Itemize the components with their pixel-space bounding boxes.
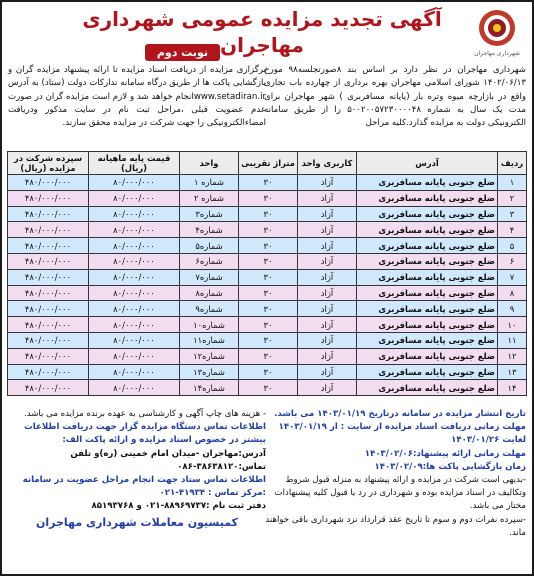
cell-unit: شماره۷ xyxy=(180,269,239,285)
cell-usage: آزاد xyxy=(298,269,357,285)
setad-contact: اطلاعات تماس ستاد جهت انجام مراحل عضویت در سامانه :مرکز تماس : ۴۱۹۳۴-۰۲۱ xyxy=(22,475,266,499)
col-header-unit: واحد xyxy=(180,152,239,175)
cell-row-number: ۱۱ xyxy=(498,332,527,348)
cell-unit: شماره۱۰ xyxy=(180,317,239,333)
cell-unit: شماره۸ xyxy=(180,285,239,301)
cell-usage: آزاد xyxy=(298,332,357,348)
table-row xyxy=(8,348,527,364)
cell-address: ضلع جنوبی پایانه مسافربری xyxy=(357,364,498,380)
cell-deposit: ۴۸۰/۰۰۰/۰۰۰ xyxy=(8,380,89,396)
cell-unit: شماره۵ xyxy=(180,238,239,254)
cell-address: ضلع جنوبی پایانه مسافربری xyxy=(357,190,498,206)
table-row xyxy=(8,269,527,285)
cell-area: ۳۰ xyxy=(239,380,298,396)
col-header-base-price: قیمت پایه ماهیانه (ریال) xyxy=(89,152,180,175)
cell-area: ۳۰ xyxy=(239,206,298,222)
cell-row-number: ۲ xyxy=(498,190,527,206)
note-conditions: -بدیهی است شرکت در مزایده و ارائه پیشنهاد به منزله قبول شروط وتکالیف در اسناد مزایده بوده و شهرداری در رد یا قبول کلیه پیشنهادات مختار می باشد. xyxy=(274,475,526,512)
cell-unit: شماره ۲ xyxy=(180,190,239,206)
col-header-row-number: ردیف xyxy=(498,152,527,175)
table-row xyxy=(8,332,527,348)
cell-usage: آزاد xyxy=(298,206,357,222)
cell-address: ضلع جنوبی پایانه مسافربری xyxy=(357,317,498,333)
cell-usage: آزاد xyxy=(298,253,357,269)
table-row xyxy=(8,222,527,238)
cell-address: ضلع جنوبی پایانه مسافربری xyxy=(357,332,498,348)
cell-row-number: ۱ xyxy=(498,175,527,191)
cell-base-price: ۸۰/۰۰۰/۰۰۰ xyxy=(89,317,180,333)
cell-address: ضلع جنوبی پایانه مسافربری xyxy=(357,238,498,254)
cell-area: ۳۰ xyxy=(239,175,298,191)
contact-info-heading: اطلاعات تماس دستگاه مزایده گزار جهت دریافت اطلاعات بیشتر در خصوص اسناد مزایده و ارائه پاکت الف: xyxy=(24,422,266,446)
cell-usage: آزاد xyxy=(298,238,357,254)
cell-base-price: ۸۰/۰۰۰/۰۰۰ xyxy=(89,301,180,317)
cell-area: ۳۰ xyxy=(239,348,298,364)
table-header-row xyxy=(8,152,527,175)
table-row xyxy=(8,253,527,269)
cell-base-price: ۸۰/۰۰۰/۰۰۰ xyxy=(89,175,180,191)
cell-unit: شماره۹ xyxy=(180,301,239,317)
cell-address: ضلع جنوبی پایانه مسافربری xyxy=(357,348,498,364)
schedule-section xyxy=(264,408,526,540)
auction-lots-table xyxy=(7,151,527,396)
table-row xyxy=(8,238,527,254)
cell-deposit: ۴۸۰/۰۰۰/۰۰۰ xyxy=(8,348,89,364)
cell-row-number: ۸ xyxy=(498,285,527,301)
cell-address: ضلع جنوبی پایانه مسافربری xyxy=(357,175,498,191)
cell-area: ۳۰ xyxy=(239,317,298,333)
cell-unit: شماره۱۱ xyxy=(180,332,239,348)
note-deposits: -سپرده نفرات دوم و سوم تا تاریخ عقد قرارداد نزد شهرداری باقی خواهند ماند. xyxy=(265,514,526,538)
cell-area: ۳۰ xyxy=(239,285,298,301)
cell-deposit: ۴۸۰/۰۰۰/۰۰۰ xyxy=(8,222,89,238)
documents-deadline: مهلت زمانی دریافت اسناد مزایده از سایت : از ۱۴۰۳/۰۱/۱۹ لغایت ۱۴۰۳/۰۱/۲۶ xyxy=(278,422,526,446)
cell-base-price: ۸۰/۰۰۰/۰۰۰ xyxy=(89,253,180,269)
cell-area: ۳۰ xyxy=(239,332,298,348)
table-body xyxy=(8,175,527,396)
cell-unit: شماره۱۲ xyxy=(180,348,239,364)
cell-unit: شماره۱۴ xyxy=(180,380,239,396)
table-row xyxy=(8,285,527,301)
table-row xyxy=(8,206,527,222)
logo-text: شهرداری مهاجران xyxy=(474,50,520,57)
cell-row-number: ۱۳ xyxy=(498,364,527,380)
cell-area: ۳۰ xyxy=(239,238,298,254)
cell-unit: شماره۴ xyxy=(180,222,239,238)
intro-paragraph-1: شهرداری مهاجران در نظر دارد بر اساس بند ۸صورتجلسه۹۸ مورخ ۱۴۰۲/۰۶/۱۳ شورای اسلامی مهاجران بهره برداری از چهارده باب تجاری واقع در بازارچه میوه وتره بار (پایانه مسافربری ) شهر مهاجران برای مدت یک سال به شماره ۵۰۰۲۰۰۵۷۲۳۰۰۰۰۴۸ را از طریق سامانه الکترونیکی دولت به مزایده گذارد.کلیه مراحل xyxy=(264,65,526,129)
col-header-usage: کاربری واحد xyxy=(298,152,357,175)
cell-deposit: ۴۸۰/۰۰۰/۰۰۰ xyxy=(8,206,89,222)
cell-address: ضلع جنوبی پایانه مسافربری xyxy=(357,380,498,396)
opening-date: زمان بازگشایی پاکت ها:۱۴۰۳/۰۲/۰۹ xyxy=(374,461,526,472)
round-badge: نوبت دوم xyxy=(145,44,220,61)
cell-row-number: ۵ xyxy=(498,238,527,254)
cell-area: ۳۰ xyxy=(239,190,298,206)
cell-address: ضلع جنوبی پایانه مسافربری xyxy=(357,269,498,285)
publish-date: تاریخ انتشار مزایده در سامانه درتاریخ ۱۴۰۳/۰۱/۱۹ می باشد. xyxy=(274,409,526,419)
cell-unit: شماره۳ xyxy=(180,206,239,222)
cell-deposit: ۴۸۰/۰۰۰/۰۰۰ xyxy=(8,317,89,333)
cell-base-price: ۸۰/۰۰۰/۰۰۰ xyxy=(89,380,180,396)
cell-usage: آزاد xyxy=(298,301,357,317)
cell-base-price: ۸۰/۰۰۰/۰۰۰ xyxy=(89,285,180,301)
cell-usage: آزاد xyxy=(298,285,357,301)
cell-area: ۳۰ xyxy=(239,269,298,285)
table-row xyxy=(8,301,527,317)
cell-row-number: ۷ xyxy=(498,269,527,285)
bid-deadline: مهلت زمانی ارائه پیشنهاد:۱۴۰۳/۰۲/۰۶ xyxy=(364,448,526,459)
cell-deposit: ۴۸۰/۰۰۰/۰۰۰ xyxy=(8,332,89,348)
cell-address: ضلع جنوبی پایانه مسافربری xyxy=(357,301,498,317)
cell-row-number: ۳ xyxy=(498,206,527,222)
cell-deposit: ۴۸۰/۰۰۰/۰۰۰ xyxy=(8,285,89,301)
cell-address: ضلع جنوبی پایانه مسافربری xyxy=(357,285,498,301)
cell-base-price: ۸۰/۰۰۰/۰۰۰ xyxy=(89,238,180,254)
cell-usage: آزاد xyxy=(298,190,357,206)
cell-unit: شماره ۱ xyxy=(180,175,239,191)
table-row xyxy=(8,175,527,191)
cell-base-price: ۸۰/۰۰۰/۰۰۰ xyxy=(89,206,180,222)
contact-address: آدرس:مهاجران -میدان امام خمینی (ره)و تلفن تماس:۳۸۶۳۸۱۲۰-۰۸۶ xyxy=(70,448,266,472)
cell-deposit: ۴۸۰/۰۰۰/۰۰۰ xyxy=(8,238,89,254)
cell-row-number: ۶ xyxy=(498,253,527,269)
cell-usage: آزاد xyxy=(298,317,357,333)
page-title: آگهی تجدید مزایده عمومی شهرداری مهاجران xyxy=(82,7,442,57)
signature: کمیسیون معاملات شهرداری مهاجران xyxy=(36,515,238,529)
table-row xyxy=(8,380,527,396)
cell-base-price: ۸۰/۰۰۰/۰۰۰ xyxy=(89,364,180,380)
cell-deposit: ۴۸۰/۰۰۰/۰۰۰ xyxy=(8,190,89,206)
cell-base-price: ۸۰/۰۰۰/۰۰۰ xyxy=(89,190,180,206)
col-header-area: متراژ تقریبی xyxy=(239,152,298,175)
cell-area: ۳۰ xyxy=(239,222,298,238)
table-row xyxy=(8,317,527,333)
contact-section xyxy=(8,408,266,529)
cell-usage: آزاد xyxy=(298,175,357,191)
cell-area: ۳۰ xyxy=(239,301,298,317)
cell-base-price: ۸۰/۰۰۰/۰۰۰ xyxy=(89,269,180,285)
municipality-logo-icon xyxy=(468,6,526,58)
cell-base-price: ۸۰/۰۰۰/۰۰۰ xyxy=(89,348,180,364)
intro-paragraph-2: برگزاری مزایده از دریافت اسناد مزایده تا ارائه پیشنهاد مزایده گران و بازگشایی پاکت ها از طریق درگاه سامانه تدارکات دولت (ستاد) به آدرس www.setadiran.irانجام خواهد شد و لازم است مزایده گران در صورت عدم عضویت قبلی ،مراحل ثبت نام در سایت مذکور ودریافت امضاءالکترونیکی را جهت شرکت در مزایده محقق سازند. xyxy=(8,65,266,129)
cell-usage: آزاد xyxy=(298,364,357,380)
cell-row-number: ۴ xyxy=(498,222,527,238)
cell-usage: آزاد xyxy=(298,222,357,238)
cell-base-price: ۸۰/۰۰۰/۰۰۰ xyxy=(89,222,180,238)
cell-address: ضلع جنوبی پایانه مسافربری xyxy=(357,206,498,222)
cell-row-number: ۱۴ xyxy=(498,380,527,396)
col-header-deposit: سپرده شرکت در مزایده (ریال) xyxy=(8,152,89,175)
cell-usage: آزاد xyxy=(298,348,357,364)
cell-usage: آزاد xyxy=(298,380,357,396)
cell-area: ۳۰ xyxy=(239,364,298,380)
cell-address: ضلع جنوبی پایانه مسافربری xyxy=(357,253,498,269)
cell-base-price: ۸۰/۰۰۰/۰۰۰ xyxy=(89,332,180,348)
cell-deposit: ۴۸۰/۰۰۰/۰۰۰ xyxy=(8,364,89,380)
cell-row-number: ۱۰ xyxy=(498,317,527,333)
cell-deposit: ۴۸۰/۰۰۰/۰۰۰ xyxy=(8,253,89,269)
cell-row-number: ۱۲ xyxy=(498,348,527,364)
cell-deposit: ۴۸۰/۰۰۰/۰۰۰ xyxy=(8,269,89,285)
cell-unit: شماره۱۳ xyxy=(180,364,239,380)
table-row xyxy=(8,364,527,380)
registry-phones: دفتر ثبت نام :۸۸۹۶۹۷۳۷-۰۲۱ و ۸۵۱۹۳۷۶۸ xyxy=(91,501,266,512)
cell-address: ضلع جنوبی پایانه مسافربری xyxy=(357,222,498,238)
cell-deposit: ۴۸۰/۰۰۰/۰۰۰ xyxy=(8,175,89,191)
col-header-address: آدرس xyxy=(357,152,498,175)
cell-deposit: ۴۸۰/۰۰۰/۰۰۰ xyxy=(8,301,89,317)
cell-area: ۳۰ xyxy=(239,253,298,269)
cell-row-number: ۹ xyxy=(498,301,527,317)
fee-note: - هزینه های چاپ آگهی و کارشناسی به عهده برنده مزایده می باشد. xyxy=(23,409,266,419)
cell-unit: شماره۶ xyxy=(180,253,239,269)
table-row xyxy=(8,190,527,206)
